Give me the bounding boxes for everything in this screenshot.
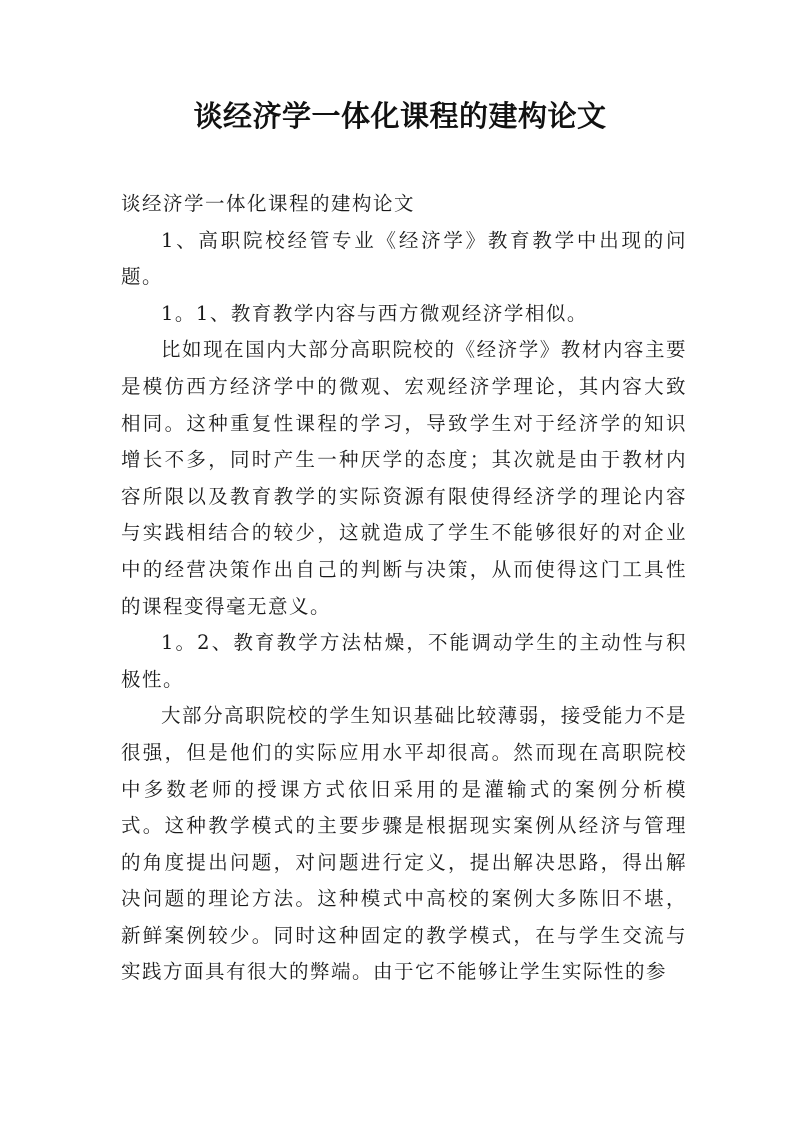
paragraph-subtitle: 谈经济学一体化课程的建构论文	[121, 192, 416, 215]
paragraph-section-1-1: 1。1、教育教学内容与西方微观经济学相似。	[161, 301, 588, 325]
paragraph-body-2: 大部分高职院校的学生知识基础比较薄弱，接受能力不是很强，但是他们的实际应用水平却很高。然而现在高职院校中多数老师的授课方式依旧采用的是灌输式的案例分析模式。这种教学模式的主要步骤是根据现实案例从经济与管理的角度提出问题，对问题进行定义，提出解决思路，得出解决问题的理论方法。这种模式中高校的案例大多陈旧不堪，新鲜案例较少。同时这种固定的教学模式，在与学生交流与实践方面具有很大的弊端。由于它不能够让学生实际性的参	[121, 704, 687, 984]
paragraph-section-1: 1、高职院校经管专业《经济学》教育教学中出现的问题。	[121, 228, 687, 289]
paragraph-body-1: 比如现在国内大部分高职院校的《经济学》教材内容主要是模仿西方经济学中的微观、宏观经济学理论，其内容大致相同。这种重复性课程的学习，导致学生对于经济学的知识增长不多，同时产生一种厌学的态度；其次就是由于教材内容所限以及教育教学的实际资源有限使得经济学的理论内容与实践相结合的较少，这就造成了学生不能够很好的对企业中的经营决策作出自己的判断与决策，从而使得这门工具性的课程变得毫无意义。	[121, 338, 687, 618]
document-body	[121, 186, 687, 991]
document-title: 谈经济学一体化课程的建构论文	[193, 99, 607, 133]
paragraph-section-1-2: 1。2、教育教学方法枯燥，不能调动学生的主动性与积极性。	[121, 631, 687, 691]
